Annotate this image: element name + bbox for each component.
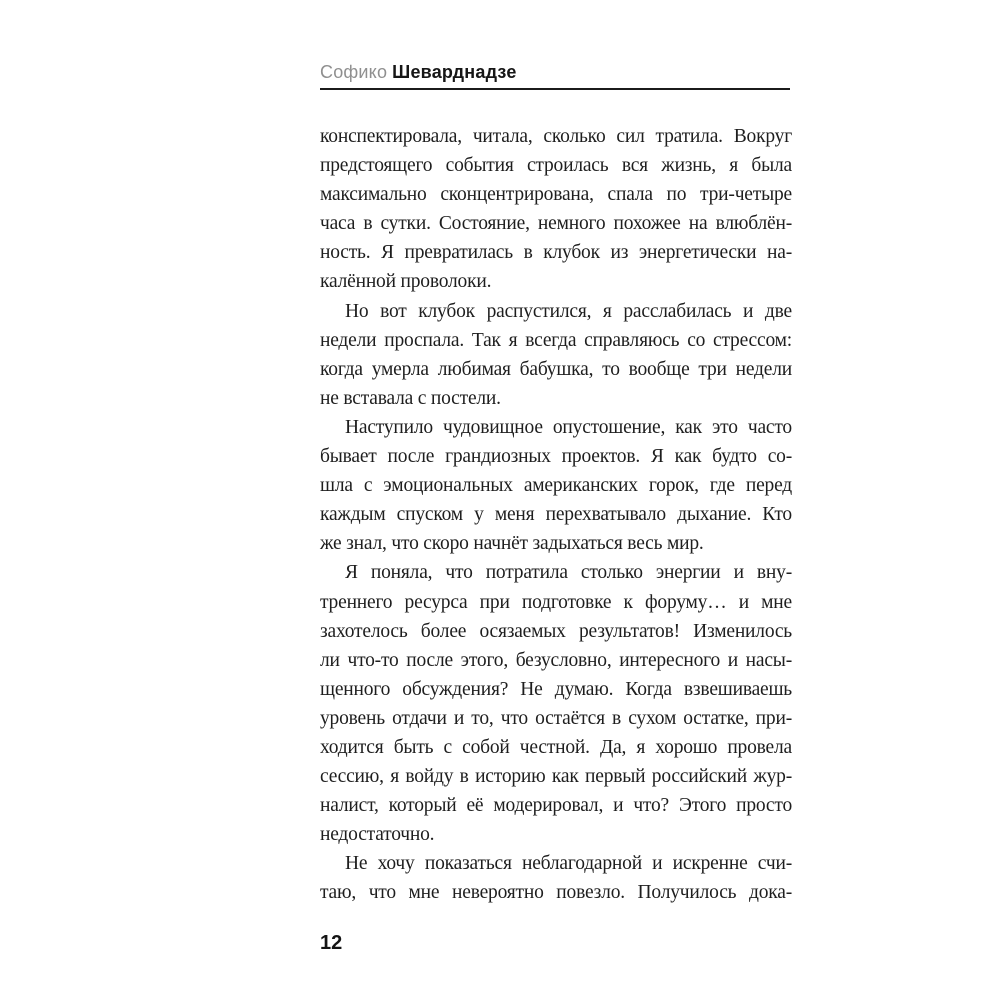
text-line: каждым спуском у меня перехватывало дыхание. Кто — [320, 504, 792, 526]
running-header — [320, 61, 792, 83]
author-first-name: Софико — [320, 62, 388, 82]
text-line: сессию, я войду в историю как первый российский жур- — [320, 766, 792, 788]
text-line: Не хочу показаться неблагодарной и искренне счи- — [345, 853, 792, 875]
page-text — [320, 122, 792, 908]
text-line: Но вот клубок распустился, я расслабилась и две — [345, 300, 792, 322]
paragraph — [320, 297, 792, 413]
paragraph — [320, 413, 792, 558]
text-line: ность. Я превратилась в клубок из энергетически на- — [320, 242, 792, 264]
text-line: ходится быть с собой честной. Да, я хорошо провела — [320, 736, 792, 758]
text-line: Наступило чудовищное опустошение, как это часто — [345, 416, 792, 438]
header-rule — [320, 88, 790, 90]
text-line: предстоящего события строилась вся жизнь, я была — [320, 155, 792, 177]
text-line: бывает после грандиозных проектов. Я как будто со- — [320, 446, 792, 468]
author-last-name: Шеварднадзе — [392, 62, 517, 82]
text-line: недостаточно. — [320, 824, 435, 846]
text-line: максимально сконцентрирована, спала по три-четыре — [320, 184, 792, 206]
text-line: ли что-то после этого, безусловно, интересного и насы- — [320, 649, 792, 671]
text-line: таю, что мне невероятно повезло. Получилось дока- — [320, 882, 792, 904]
paragraph — [320, 558, 792, 849]
text-line: недели проспала. Так я всегда справляюсь со стрессом: — [320, 329, 792, 351]
text-line: не вставала с постели. — [320, 387, 501, 409]
text-line: шла с эмоциональных американских горок, где перед — [320, 475, 792, 497]
text-line: Я поняла, что потратила столько энергии и вну- — [345, 562, 792, 584]
text-line: захотелось более осязаемых результатов! Изменилось — [320, 620, 792, 642]
text-line: же знал, что скоро начнёт задыхаться весь мир. — [320, 533, 704, 555]
text-line: треннего ресурса при подготовке к форуму… и мне — [320, 591, 792, 613]
text-line: калённой проволоки. — [320, 271, 492, 293]
text-line: щенного обсуждения? Не думаю. Когда взвешиваешь — [320, 678, 792, 700]
paragraph — [320, 849, 792, 907]
text-line: уровень отдачи и то, что остаётся в сухом остатке, при- — [320, 707, 792, 729]
paragraph — [320, 122, 792, 297]
text-line: налист, который её модерировал, и что? Этого просто — [320, 795, 792, 817]
text-line: конспектировала, читала, сколько сил тратила. Вокруг — [320, 126, 792, 147]
text-line: когда умерла любимая бабушка, то вообще три недели — [320, 358, 792, 380]
page-number: 12 — [320, 932, 343, 954]
text-line: часа в сутки. Состояние, немного похожее на влюблён- — [320, 213, 792, 235]
